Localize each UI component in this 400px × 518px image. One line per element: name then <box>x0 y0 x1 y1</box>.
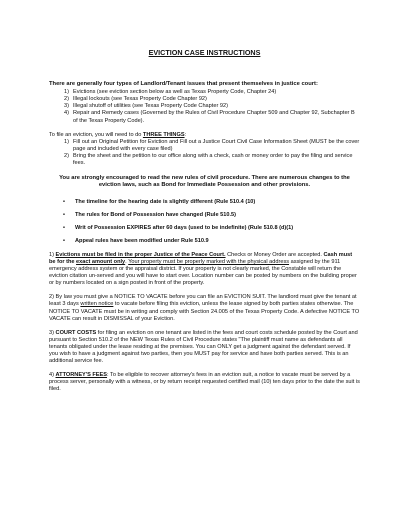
list-item <box>59 103 360 110</box>
list-item <box>59 89 360 96</box>
list-text: Writ of Possession EXPIRES after 60 days (used to be indefinite) (Rule 510.8 (d)(1) <box>75 224 294 231</box>
list-item <box>59 110 360 124</box>
list-item <box>59 153 360 167</box>
list-item <box>63 225 360 232</box>
paragraph-evictions <box>49 252 360 287</box>
paragraph-lead: Evictions must be filed in the proper Justice of the Peace Court. <box>55 251 226 258</box>
paragraph-number: 3) <box>49 329 56 336</box>
list-number: 3) <box>64 103 69 110</box>
paragraph-notice-to-vacate <box>49 294 360 322</box>
paragraph-text: assigned by the 911 emergency address system or the appraisal district. If your property is not clearly marked, the Constable will return the eviction citation un-served and you will have to start over. Location number can be posted by numbers on the building proper or by numbers located on a sign posted in front of the property. <box>49 259 357 287</box>
cash-rule: Cash must be for the <box>49 251 353 266</box>
list-number: 2) <box>64 96 69 103</box>
list-item <box>63 212 360 219</box>
list-text: Fill out an Original Petition for Eviction and Fill out a Justice Court Civil Case Information Sheet (MUST be the cover page and included with every case filed) <box>73 138 360 152</box>
rule-changes-list <box>63 199 360 245</box>
address-requirement: Your property must be properly marked with the physical address <box>128 259 290 266</box>
list-text: Evictions (see eviction section below as well as Texas Property Code, Chapter 24) <box>73 89 277 96</box>
list-text: Illegal shutoff of utilities (see Texas Property Code Chapter 92) <box>73 103 228 110</box>
list-item <box>63 238 360 245</box>
list-item <box>63 199 360 206</box>
written-notice-emphasis: written notice <box>80 301 114 308</box>
paragraph-text: for filing an eviction on one tenant are listed in the fees and court costs schedule posted by the Court and pursuant to Section 510.2 of the NEW Texas Rules of Civil Procedure states "The plaintiff must name as defendants all tenants obligated under the lease residing at the premises. You can ONLY get a judgment against the defendant served. If you wish to have a judgment against two parties, then you MUST pay for service and have both parties served. This is an additional service fee. <box>49 329 358 365</box>
list-text: Appeal rules have been modified under Rule 510.9 <box>75 237 209 244</box>
paragraph-text: : To be eligible to recover attorney's fees in an eviction suit, a notice to vacate must be served by a process server, personally with a witness, or by return receipt requested certified mail (10) ten days prior to the date the suit is filed. <box>49 372 360 393</box>
issue-types-list <box>59 89 360 124</box>
list-number: 1) <box>64 138 69 145</box>
file-intro <box>49 132 360 139</box>
bullet-icon: • <box>63 211 65 218</box>
file-intro-text: To file an eviction, you will need to do <box>49 131 143 138</box>
file-intro-colon: : <box>184 131 187 138</box>
intro-text: There are generally four types of Landlord/Tenant issues that present themselves in justice court: <box>49 81 318 87</box>
encouragement-notice: You are strongly encouraged to read the new rules of civil procedure. There are numerous changes to the eviction laws, such as Bond for Immediate Possession and other provisions. <box>59 175 350 189</box>
paragraph-text: Checks or Money Order are accepted. <box>225 251 324 258</box>
list-text: Illegal lockouts (see Texas Property Code Chapter 92) <box>73 96 207 103</box>
list-number: 4) <box>64 110 69 117</box>
file-intro-emphasis: THREE THINGS <box>142 131 185 138</box>
paragraph-text: to vacate before filing this eviction, unless the lease signed by both parties states otherwise. The NOTICE TO VACATE must be in writing and comply with Section 24.005 of the Texas Property Code. A defective NOTICE TO VACATE can result in DISMISSAL of your Eviction. <box>49 301 360 322</box>
paragraph-text: . <box>125 259 129 266</box>
paragraph-lead: ATTORNEY'S FEES <box>55 372 108 379</box>
filing-steps-list <box>59 139 360 167</box>
list-item <box>59 96 360 103</box>
list-text: The timeline for the hearing date is slightly different (Rule 510.4 (10) <box>75 198 256 205</box>
list-item <box>59 139 360 153</box>
list-text: The rules for Bond of Possession have changed (Rule 510.5) <box>75 211 237 218</box>
paragraph-attorney-fees <box>49 372 360 393</box>
paragraph-number: 1) <box>49 251 56 258</box>
cash-rule-emphasis: exact amount only <box>76 259 126 266</box>
list-number: 2) <box>64 152 69 159</box>
paragraph-court-costs <box>49 330 360 365</box>
list-number: 1) <box>64 89 69 96</box>
paragraph-number: 4) <box>49 372 56 379</box>
list-text: Repair and Remedy cases (Governed by the Rules of Civil Procedure Chapter 509 and Chapter 92, Subchapter B of the Texas Property Code). <box>73 110 355 124</box>
bullet-icon: • <box>63 237 65 244</box>
bullet-icon: • <box>63 198 65 205</box>
paragraph-lead: COURT COSTS <box>55 329 97 336</box>
bullet-icon: • <box>63 224 65 231</box>
document-title: EVICTION CASE INSTRUCTIONS <box>148 48 261 57</box>
list-text: Bring the sheet and the petition to our office along with a check, cash or money order to pay the filing and service fees. <box>73 152 353 167</box>
paragraph-text: 2) By law you must give a NOTICE TO VACATE before you can file an EVICTION SUIT. The landlord must give the tenant at least 3 days <box>49 294 357 308</box>
